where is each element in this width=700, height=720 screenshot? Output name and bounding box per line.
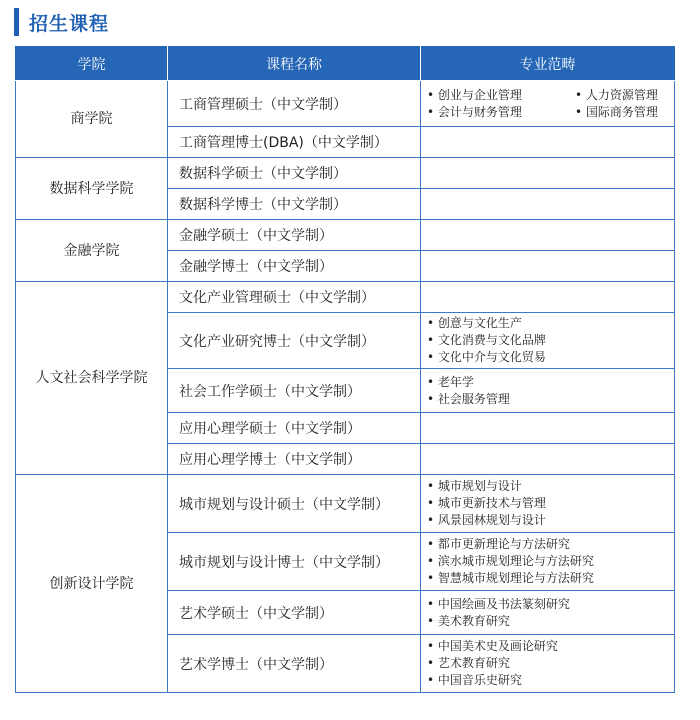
- scope-item: • 智慧城市规划理论与方法研究: [427, 570, 668, 587]
- scope-cell: [421, 220, 675, 251]
- table-body: [16, 81, 675, 693]
- scope-cell: [421, 282, 675, 313]
- scope-item: • 城市规划与设计: [427, 478, 668, 495]
- scope-cell: [421, 475, 675, 533]
- scope-item: • 美术教育研究: [427, 613, 668, 630]
- scope-cell: [421, 158, 675, 189]
- college-cell: 数据科学学院: [16, 158, 168, 220]
- course-name-cell: 艺术学博士（中文学制）: [168, 635, 421, 693]
- scope-item: • 艺术教育研究: [427, 655, 668, 672]
- scope-cell: [421, 251, 675, 282]
- scope-item: • 中国绘画及书法篆刻研究: [427, 596, 668, 613]
- course-name-cell: 艺术学硕士（中文学制）: [168, 591, 421, 635]
- scope-item: • 创业与企业管理: [427, 87, 575, 104]
- course-name-cell: 文化产业研究博士（中文学制）: [168, 313, 421, 369]
- scope-item: • 中国音乐史研究: [427, 672, 668, 689]
- course-name-cell: 数据科学硕士（中文学制）: [168, 158, 421, 189]
- course-name-cell: 金融学硕士（中文学制）: [168, 220, 421, 251]
- scope-cell: [421, 189, 675, 220]
- table-row: [16, 220, 675, 251]
- scope-item: • 风景园林规划与设计: [427, 512, 668, 529]
- page-title: 招生课程: [29, 12, 110, 35]
- scope-item: • 创意与文化生产: [427, 315, 668, 332]
- scope-cell: [421, 591, 675, 635]
- scope-item: • 滨水城市规划理论与方法研究: [427, 553, 668, 570]
- header-course: 课程名称: [168, 47, 421, 81]
- scope-item: • 会计与财务管理: [427, 104, 575, 121]
- scope-cell: [421, 635, 675, 693]
- table-header-row: [16, 47, 675, 81]
- scope-grid: [427, 87, 668, 121]
- course-name-cell: 应用心理学博士（中文学制）: [168, 444, 421, 475]
- college-cell: 商学院: [16, 81, 168, 158]
- course-name-cell: 城市规划与设计博士（中文学制）: [168, 533, 421, 591]
- scope-item: • 城市更新技术与管理: [427, 495, 668, 512]
- scope-cell: [421, 413, 675, 444]
- scope-cell: [421, 444, 675, 475]
- scope-cell: [421, 533, 675, 591]
- header-college: 学院: [16, 47, 168, 81]
- course-name-cell: 工商管理硕士（中文学制）: [168, 81, 421, 127]
- header-scope: 专业范畴: [421, 47, 675, 81]
- table-row: [16, 282, 675, 313]
- section-heading: [14, 6, 109, 38]
- table-row: [16, 475, 675, 533]
- scope-item: • 都市更新理论与方法研究: [427, 536, 668, 553]
- college-cell: 创新设计学院: [16, 475, 168, 693]
- college-cell: 金融学院: [16, 220, 168, 282]
- scope-item: • 国际商务管理: [575, 104, 668, 121]
- heading-accent-bar: [14, 8, 19, 36]
- table-row: [16, 158, 675, 189]
- college-cell: 人文社会科学学院: [16, 282, 168, 475]
- scope-item: • 老年学: [427, 374, 668, 391]
- course-name-cell: 应用心理学硕士（中文学制）: [168, 413, 421, 444]
- course-name-cell: 数据科学博士（中文学制）: [168, 189, 421, 220]
- scope-cell: [421, 369, 675, 413]
- scope-item: • 文化消费与文化品牌: [427, 332, 668, 349]
- scope-cell: [421, 313, 675, 369]
- course-name-cell: 城市规划与设计硕士（中文学制）: [168, 475, 421, 533]
- scope-cell: [421, 81, 675, 127]
- scope-cell: [421, 127, 675, 158]
- scope-item: • 中国美术史及画论研究: [427, 638, 668, 655]
- course-name-cell: 文化产业管理硕士（中文学制）: [168, 282, 421, 313]
- course-name-cell: 工商管理博士(DBA)（中文学制）: [168, 127, 421, 158]
- scope-item: • 社会服务管理: [427, 391, 668, 408]
- course-table: [15, 46, 675, 693]
- course-name-cell: 社会工作学硕士（中文学制）: [168, 369, 421, 413]
- course-name-cell: 金融学博士（中文学制）: [168, 251, 421, 282]
- scope-item: • 文化中介与文化贸易: [427, 349, 668, 366]
- scope-item: • 人力资源管理: [575, 87, 668, 104]
- table-row: [16, 81, 675, 127]
